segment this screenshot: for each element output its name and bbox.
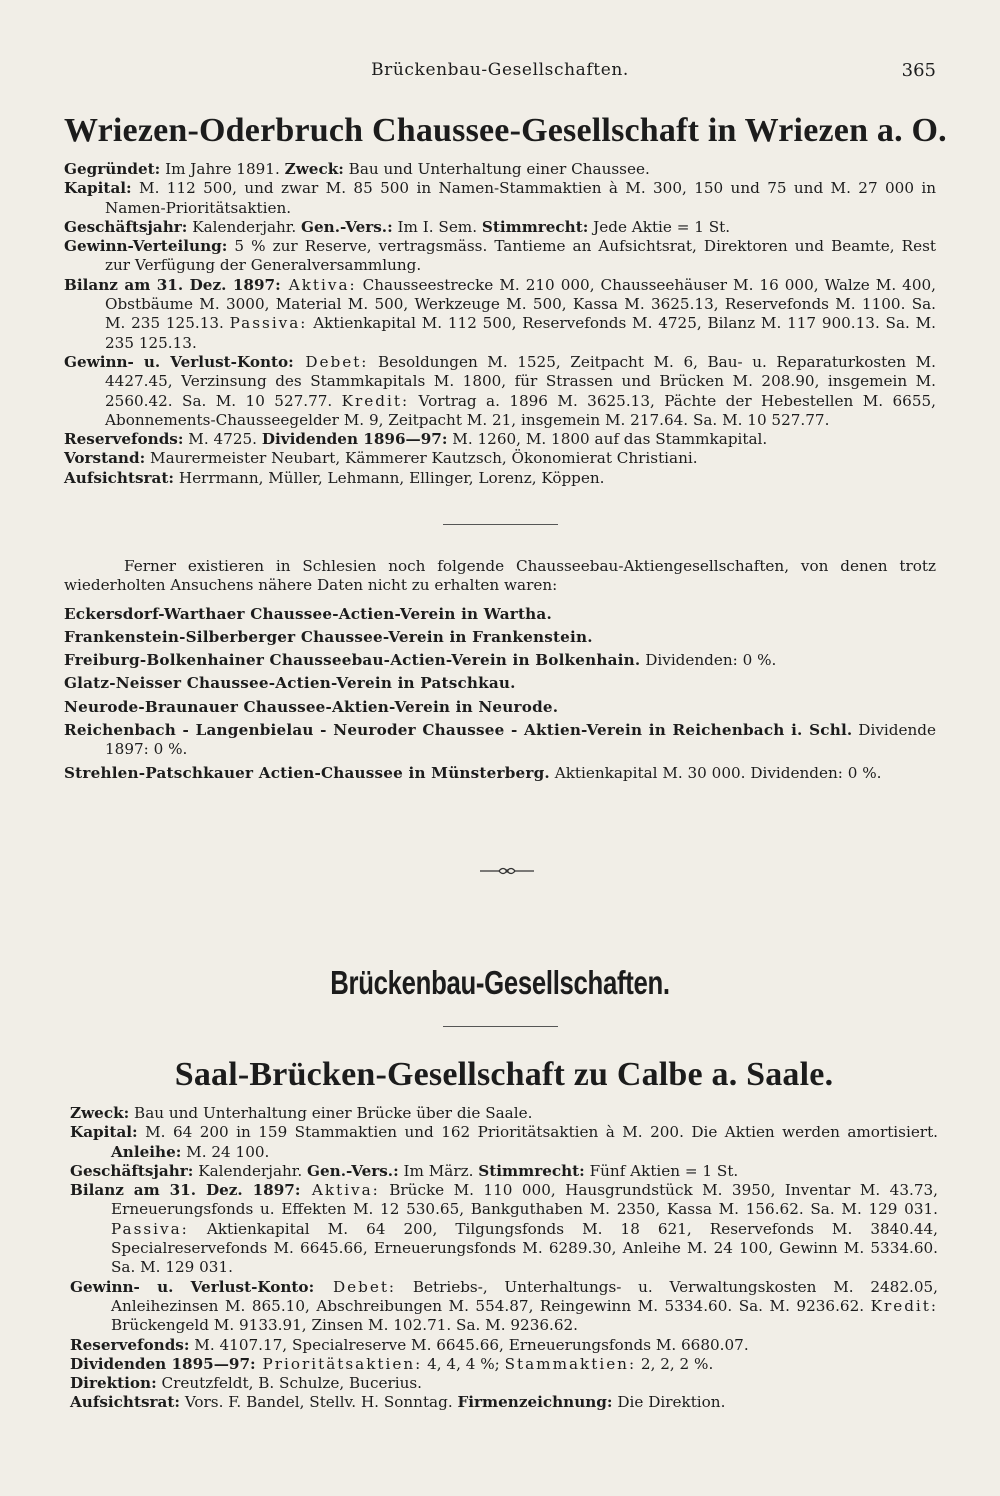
label: Debet: <box>314 1277 397 1296</box>
value: M. 4725. <box>183 430 262 449</box>
value: Bau und Unterhaltung einer Brücke über die Saale. <box>129 1104 533 1122</box>
value: Betriebs-, Unterhaltungs- u. Verwaltungskosten M. 2482.05, Anleihezinsen M. 865.10, Abschreibungen M. 554.87, Reingewinn M. 5334.60. Sa. M. 9236.62. <box>111 1277 938 1315</box>
label: Anleihe: <box>111 1142 182 1161</box>
value: M. 24 100. <box>181 1142 270 1161</box>
page-number: 365 <box>901 60 936 81</box>
value: Bau und Unterhaltung einer Chaussee. <box>343 160 650 178</box>
list-item <box>64 674 936 693</box>
label: Geschäftsjahr: <box>64 217 188 236</box>
value: M. 1260, M. 1800 auf das Stammkapital. <box>447 430 768 449</box>
label: Bilanz am 31. Dez. 1897: <box>64 275 281 294</box>
saal-section <box>70 1056 938 1413</box>
label: Passiva: <box>111 1219 189 1238</box>
label: Aktiva: <box>300 1181 380 1200</box>
value: 5 % zur Reserve, vertragsmäss. Tantieme an Aufsichtsrat, Direktoren und Beamte, Rest zur Verfügung der Generalversammlung. <box>105 237 936 275</box>
list-item <box>64 651 936 670</box>
value: Creutzfeldt, B. Schulze, Bucerius. <box>156 1374 422 1393</box>
wriezen-capital <box>64 179 936 218</box>
company-title-wriezen: Wriezen-Oderbruch Chaussee-Gesellschaft in Wriezen a. O. <box>64 112 947 149</box>
saal-dividends <box>70 1355 938 1374</box>
value: 4, 4, 4 %; <box>422 1354 505 1373</box>
value: Im März. <box>398 1161 479 1180</box>
value: Maurermeister Neubart, Kämmerer Kautzsch, Ökonomierat Christiani. <box>145 449 698 468</box>
value: Im Jahre 1891. <box>160 160 285 178</box>
company-note: Dividenden: 0 %. <box>640 651 777 670</box>
label: Kapital: <box>64 179 132 198</box>
schlesien-list <box>64 605 936 783</box>
list-item <box>64 628 936 647</box>
saal-directors <box>70 1374 938 1393</box>
label: Debet: <box>293 352 369 371</box>
label: Gewinn-Verteilung: <box>64 237 228 256</box>
label: Reservefonds: <box>70 1335 190 1354</box>
wriezen-profit-loss <box>64 353 936 430</box>
value: Fünf Aktien = 1 St. <box>584 1161 739 1180</box>
wriezen-board <box>64 449 936 468</box>
wriezen-founding-line <box>64 160 936 179</box>
label: Dividenden 1896—97: <box>261 430 448 449</box>
value: Kalenderjahr. <box>187 217 302 236</box>
label: Zweck: <box>70 1104 130 1122</box>
list-item <box>64 698 936 717</box>
value: 2, 2, 2 %. <box>636 1354 714 1373</box>
label: Gen.-Vers.: <box>307 1161 399 1180</box>
company-name: Reichenbach - Langenbielau - Neuroder Chaussee - Aktien-Verein in Reichenbach i. Schl. <box>64 721 853 740</box>
label: Gen.-Vers.: <box>301 217 393 236</box>
label: Vorstand: <box>64 449 146 468</box>
wriezen-supervisory-board <box>64 469 936 488</box>
ornament-divider <box>480 864 534 878</box>
label: Geschäftsjahr: <box>70 1161 194 1180</box>
category-title: Brückenbau-Gesellschaften. <box>330 964 670 1001</box>
list-item <box>64 764 936 783</box>
list-item <box>64 721 936 760</box>
label: Aktiva: <box>280 275 357 294</box>
value: Jede Aktie = 1 St. <box>588 217 731 236</box>
company-name: Strehlen-Patschkauer Actien-Chaussee in Münsterberg. <box>64 763 550 782</box>
label: Gegründet: <box>64 160 161 178</box>
label: Dividenden 1895—97: <box>70 1354 256 1373</box>
label: Stammaktien: <box>504 1354 637 1373</box>
label: Stimmrecht: <box>481 217 589 236</box>
value: Kalenderjahr. <box>193 1161 308 1180</box>
list-item <box>64 605 936 624</box>
value: M. 4107.17, Specialreserve M. 6645.66, Erneuerungsfonds M. 6680.07. <box>189 1335 749 1354</box>
label: Zweck: <box>284 160 344 178</box>
label: Firmenzeichnung: <box>457 1393 613 1412</box>
value: M. 112 500, und zwar M. 85 500 in Namen-Stammaktien à M. 300, 150 und 75 und M. 27 000 in Namen-Prioritätsaktien. <box>105 179 936 217</box>
label: Prioritätsaktien: <box>255 1354 423 1373</box>
company-note: Dividende 1897: 0 %. <box>105 721 936 759</box>
label: Stimmrecht: <box>478 1161 585 1180</box>
value: Vortrag a. 1896 M. 3625.13, Pächte der Hebestellen M. 6655, Abonnements-Chausseegelder M. 9, Zeitpacht M. 21, insgemein M. 217.64. Sa. M. 10 527.77. <box>105 391 936 429</box>
value: Aktienkapital M. 64 200, Tilgungsfonds M. 18 621, Reservefonds M. 3840.44, Specialreservefonds M. 6645.66, Erneuerungsfonds M. 6289.30, Anleihe M. 24 100, Gewinn M. 5334.60. Sa. M. 129 031. <box>111 1219 938 1277</box>
label: Kredit: <box>870 1296 938 1315</box>
saal-purpose <box>70 1104 938 1123</box>
label: Reservefonds: <box>64 430 184 449</box>
company-name: Freiburg-Bolkenhainer Chausseebau-Actien-Verein in Bolkenhain. <box>64 651 641 670</box>
value: Die Direktion. <box>612 1393 726 1412</box>
wriezen-profit-distribution <box>64 237 936 276</box>
company-title-saal: Saal-Brücken-Gesellschaft zu Calbe a. Saale. <box>174 1056 834 1093</box>
company-note: Aktienkapital M. 30 000. Dividenden: 0 %. <box>549 763 882 782</box>
company-name: Eckersdorf-Warthaer Chaussee-Actien-Verein in Wartha. <box>64 604 552 623</box>
label: Aufsichtsrat: <box>64 468 174 487</box>
page-header <box>64 60 936 86</box>
label: Direktion: <box>70 1374 157 1393</box>
category-divider <box>443 1026 558 1027</box>
category-heading <box>64 964 936 1002</box>
label: Gewinn- u. Verlust-Konto: <box>70 1277 315 1296</box>
label: Gewinn- u. Verlust-Konto: <box>64 352 294 371</box>
wriezen-section <box>64 112 947 488</box>
schlesien-intro: Ferner existieren in Schlesien noch folgende Chausseebau-Aktiengesellschaften, von denen trotz wiederholten Ansuchens nähere Daten nicht zu erhalten waren: <box>64 557 936 595</box>
label: Kredit: <box>341 391 410 410</box>
wriezen-fiscal-line <box>64 218 936 237</box>
label: Bilanz am 31. Dez. 1897: <box>70 1181 301 1200</box>
running-title: Brückenbau-Gesellschaften. <box>371 60 629 80</box>
company-name: Glatz-Neisser Chaussee-Actien-Verein in Patschkau. <box>64 674 516 693</box>
value: Vors. F. Bandel, Stellv. H. Sonntag. <box>180 1393 458 1412</box>
value: M. 64 200 in 159 Stammaktien und 162 Prioritätsaktien à M. 200. Die Aktien werden amortisiert. <box>137 1123 938 1142</box>
saal-fiscal-line <box>70 1162 938 1181</box>
label: Aufsichtsrat: <box>70 1393 180 1412</box>
section-divider <box>443 524 558 525</box>
value: Brücke M. 110 000, Hausgrundstück M. 3950, Inventar M. 43.73, Erneuerungsfonds u. Effekten M. 12 530.65, Bankguthaben M. 2350, Kassa M. 156.62. Sa. M. 129 031. <box>111 1181 938 1219</box>
value: Besoldungen M. 1525, Zeitpacht M. 6, Bau- u. Reparaturkosten M. 4427.45, Verzinsung des Stammkapitals M. 1800, für Strassen und Brücken M. 208.90, insgemein M. 2560.42. Sa. M. 10 527.77. <box>105 352 936 410</box>
value: Chausseestrecke M. 210 000, Chausseehäuser M. 16 000, Walze M. 400, Obstbäume M. 3000, Material M. 500, Werkzeuge M. 500, Kassa M. 3625.13, Reservefonds M. 1100. Sa. M. 235 125.13. <box>105 275 936 333</box>
label: Passiva: <box>229 314 308 333</box>
wriezen-reserve-dividends <box>64 430 936 449</box>
value: Im I. Sem. <box>392 217 482 236</box>
saal-capital <box>70 1123 938 1162</box>
label: Kapital: <box>70 1123 138 1142</box>
value: Herrmann, Müller, Lehmann, Ellinger, Lorenz, Köppen. <box>174 468 605 487</box>
saal-supervisory-board <box>70 1393 938 1412</box>
wriezen-balance <box>64 276 936 353</box>
saal-balance <box>70 1181 938 1277</box>
schlesien-section <box>64 557 936 787</box>
saal-reserves <box>70 1336 938 1355</box>
company-name: Neurode-Braunauer Chaussee-Aktien-Verein in Neurode. <box>64 697 559 716</box>
value: Aktienkapital M. 112 500, Reservefonds M. 4725, Bilanz M. 117 900.13. Sa. M. 235 125.13. <box>105 314 936 352</box>
company-name: Frankenstein-Silberberger Chaussee-Verein in Frankenstein. <box>64 627 593 646</box>
value: Brückengeld M. 9133.91, Zinsen M. 102.71. Sa. M. 9236.62. <box>111 1316 579 1335</box>
saal-profit-loss <box>70 1278 938 1336</box>
